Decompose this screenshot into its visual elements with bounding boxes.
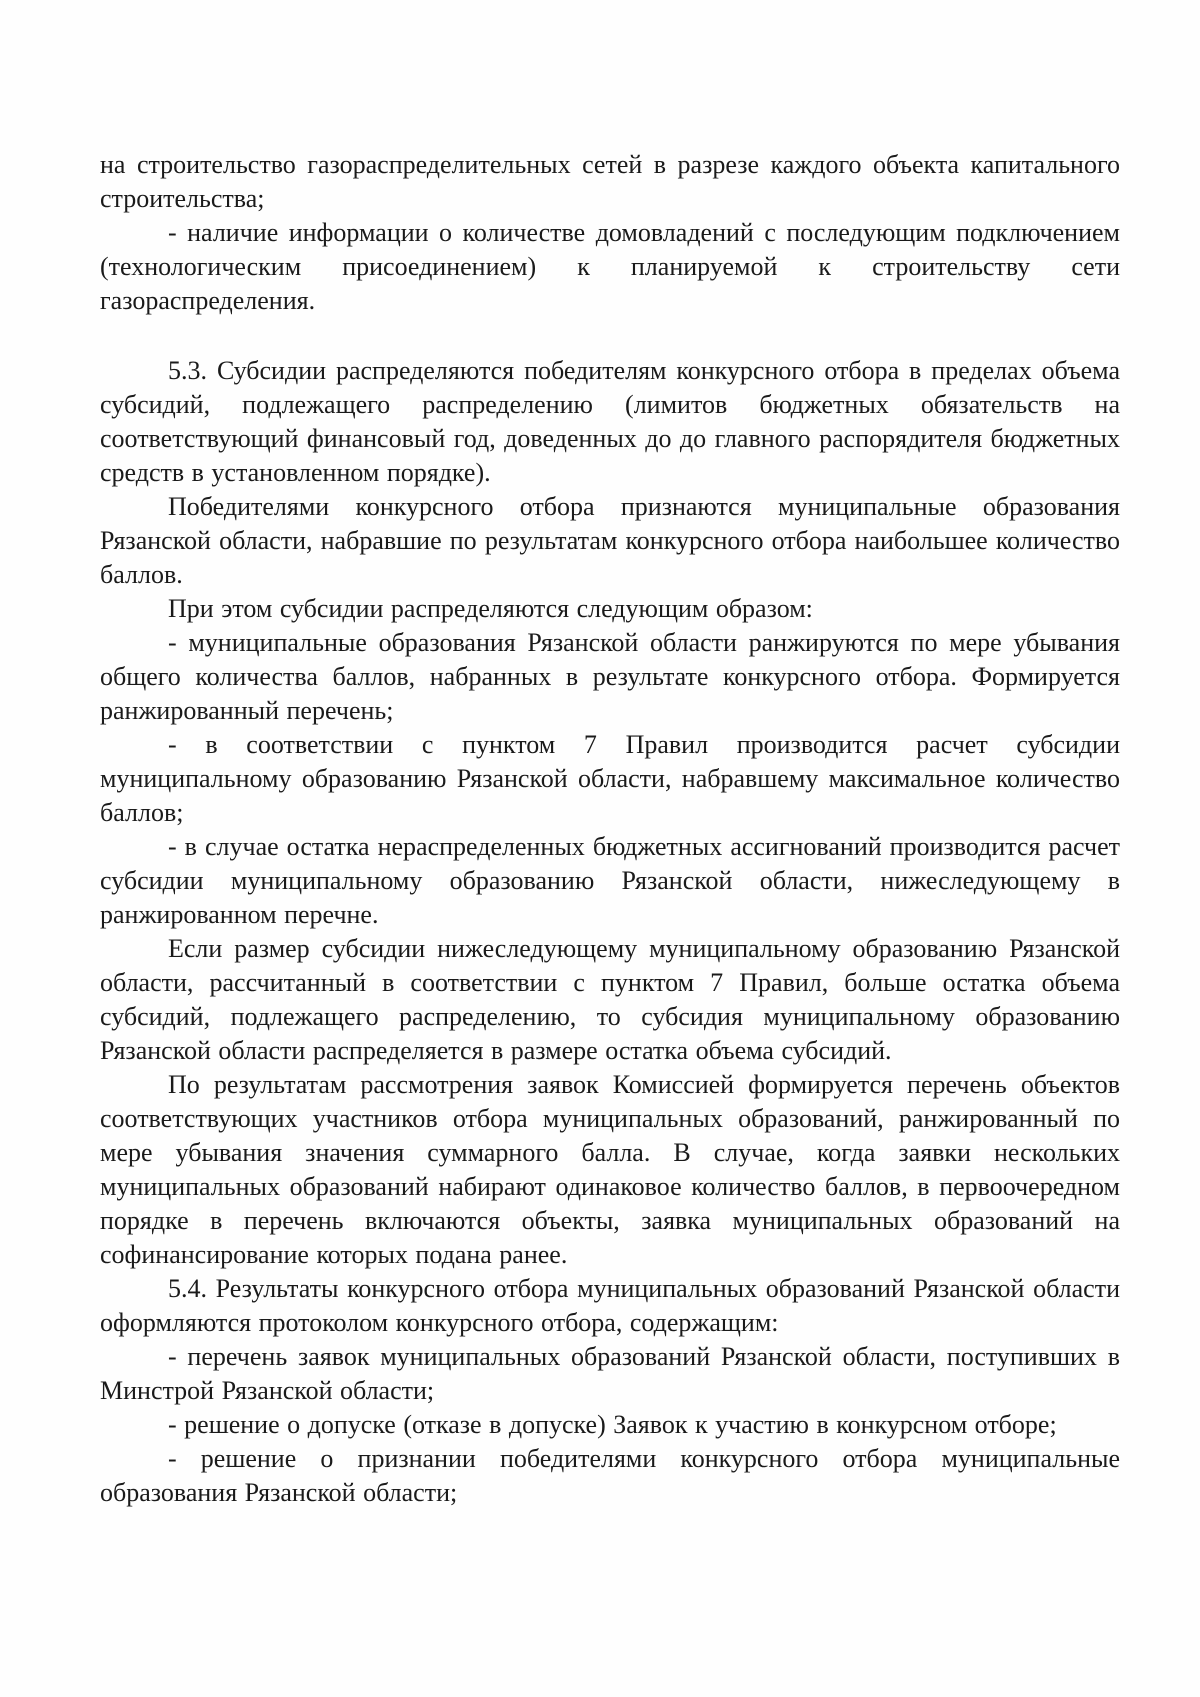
winners-paragraph: Победителями конкурсного отбора признаются муниципальные образования Рязанской области, набравшие по результатам конкурсного отбора наибольшее количество баллов. — [100, 492, 1120, 589]
list-item-calculation: - в соответствии с пунктом 7 Правил производится расчет субсидии муниципальному образованию Рязанской области, набравшему максимальное количество баллов; — [100, 730, 1120, 827]
list-item-winners-decision: - решение о признании победителями конкурсного отбора муниципальные образования Рязанской области; — [100, 1444, 1120, 1507]
subsidy-size-paragraph: Если размер субсидии нижеследующему муниципальному образованию Рязанской области, рассчитанный в соответствии с пунктом 7 Правил, больше остатка объема субсидий, подлежащего распределению, то субсидия муниципальному образованию Рязанской области распределяется в размере остатка объема субсидий. — [100, 934, 1120, 1065]
distribution-intro-paragraph: При этом субсидии распределяются следующим образом: — [168, 594, 813, 623]
section-5-4-paragraph: 5.4. Результаты конкурсного отбора муниципальных образований Рязанской области оформляются протоколом конкурсного отбора, содержащим: — [100, 1274, 1120, 1337]
list-item-remainder: - в случае остатка нераспределенных бюджетных ассигнований производится расчет субсидии муниципальному образованию Рязанской области, нижеследующему в ранжированном перечне. — [100, 832, 1120, 929]
paragraph-continuation: на строительство газораспределительных сетей в разрезе каждого объекта капитального строительства; — [100, 150, 1120, 213]
list-item-household-info: - наличие информации о количестве домовладений с последующим подключением (технологическим присоединением) к планируемой к строительству сети газораспределения. — [100, 218, 1120, 315]
section-5-3-paragraph: 5.3. Субсидии распределяются победителям конкурсного отбора в пределах объема субсидий, подлежащего распределению (лимитов бюджетных обязательств на соответствующий финансовый год, доведенных до до главного распорядителя бюджетных средств в установленном порядке). — [100, 356, 1120, 487]
list-item-admission-decision: - решение о допуске (отказе в допуске) Заявок к участию в конкурсном отборе; — [168, 1410, 1057, 1439]
commission-results-paragraph: По результатам рассмотрения заявок Комиссией формируется перечень объектов соответствующих участников отбора муниципальных образований, ранжированный по мере убывания значения суммарного балла. В случае, когда заявки нескольких муниципальных образований набирают одинаковое количество баллов, в первоочередном порядке в перечень включаются объекты, заявка муниципальных образований на софинансирование которых подана ранее. — [100, 1070, 1120, 1269]
document-body — [100, 148, 1120, 1510]
list-item-applications: - перечень заявок муниципальных образований Рязанской области, поступивших в Минстрой Рязанской области; — [100, 1342, 1120, 1405]
list-item-ranking: - муниципальные образования Рязанской области ранжируются по мере убывания общего количества баллов, набранных в результате конкурсного отбора. Формируется ранжированный перечень; — [100, 628, 1120, 725]
